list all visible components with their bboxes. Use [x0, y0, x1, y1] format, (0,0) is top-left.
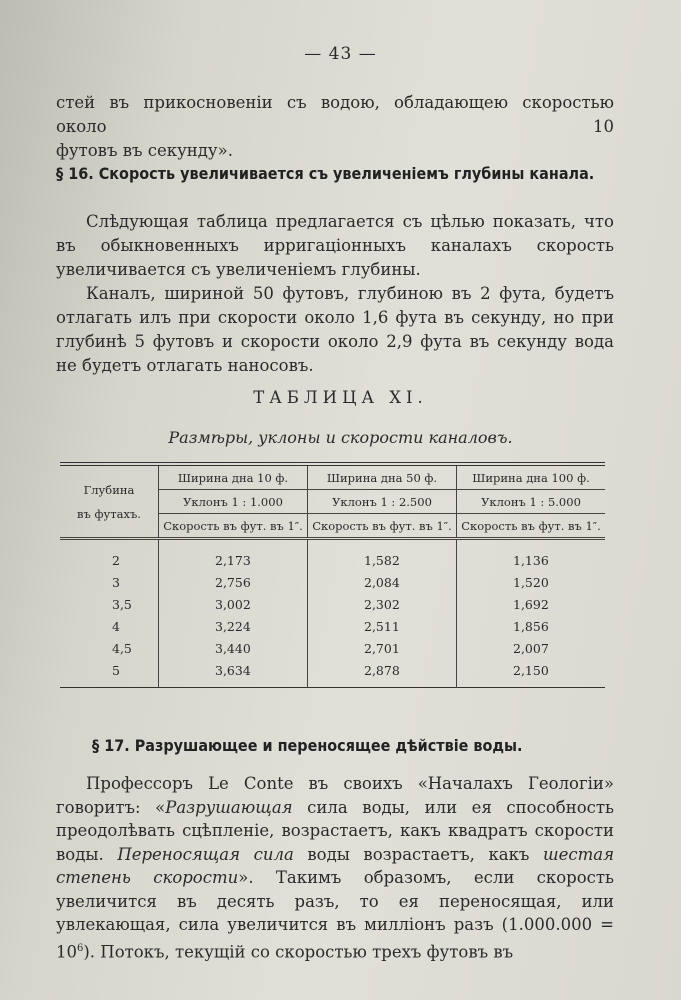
speed-cell: 1,856	[457, 615, 606, 637]
paragraph-canal-example: Каналъ, шириной 50 футовъ, глубиною въ 2 фута, будетъ отлагать илъ при скорости около 1,6 фута въ секунду, но при глубинѣ 5 футовъ и скорости около 2,9 фута въ секунду вода не будетъ отлагать наносовъ.	[56, 284, 614, 375]
table-row	[60, 615, 605, 637]
depth-header-line: въ футахъ.	[77, 506, 141, 521]
speed-header: Скорость въ фут. въ 1″.	[159, 514, 308, 539]
page-number: — 43 —	[304, 44, 377, 64]
paragraph-continuation	[56, 91, 614, 163]
depth-cell: 4,5	[112, 640, 132, 656]
speed-cell: 3,224	[159, 615, 308, 637]
table-subtitle: Размѣры, уклоны и скорости каналовъ.	[168, 428, 513, 447]
speed-cell: 1,692	[457, 593, 606, 615]
speed-cell: 2,150	[457, 659, 606, 681]
speed-cell: 3,634	[159, 659, 308, 681]
depth-cell: 5	[112, 662, 120, 678]
slope-header: Уклонъ 1 : 1.000	[159, 490, 308, 514]
table-title: ТАБЛИЦА XI.	[253, 388, 428, 407]
slope-header: Уклонъ 1 : 5.000	[457, 490, 606, 514]
text-run: Профессоръ Le Conte въ своихъ «Началахъ Геологiи» говоритъ: «	[56, 774, 614, 817]
depth-cell: 2	[112, 552, 120, 568]
depth-header-line: Глубина	[83, 482, 135, 497]
table-row	[60, 659, 605, 681]
width-header: Ширина дна 50 ф.	[308, 464, 457, 490]
speed-cell: 1,520	[457, 571, 606, 593]
speed-header: Скорость въ фут. въ 1″.	[457, 514, 606, 539]
text-run: воды возрастаетъ, какъ	[293, 844, 543, 864]
speed-cell: 3,440	[159, 637, 308, 659]
speed-cell: 2,302	[308, 593, 457, 615]
speed-cell: 2,878	[308, 659, 457, 681]
depth-header	[60, 464, 159, 539]
speed-cell: 2,084	[308, 571, 457, 593]
speed-cell: 2,173	[159, 549, 308, 571]
italic-text: Переносящая сила	[117, 844, 294, 864]
paragraph-table-intro: Слѣдующая таблица предлагается съ цѣлью показать, что въ обыкновенныхъ ирригацiонныхъ каналахъ скорость увеличивается съ увеличенiемъ глубины.	[56, 212, 614, 279]
speed-cell: 1,136	[457, 549, 606, 571]
speed-cell: 3,002	[159, 593, 308, 615]
table-row	[60, 637, 605, 659]
table-row	[60, 593, 605, 615]
section-17-heading: § 17. Разрушающее и переносящее дѣйствiе воды.	[92, 736, 523, 755]
text-line: стей въ прикосновенiи съ водою, обладающею скоростью около 10	[56, 93, 614, 136]
speed-cell: 2,007	[457, 637, 606, 659]
table-row	[60, 549, 605, 571]
text-run: ). Потокъ, текущiй со скоростью трехъ футовъ въ	[83, 942, 514, 961]
depth-cell: 3	[112, 574, 120, 590]
text-run: ». Такимъ образомъ, если скорость увеличится въ десять разъ, то ея переносящая, или увлекающая, сила увеличится въ миллiонъ разъ (1.000.000 = 10	[56, 868, 614, 961]
italic-text: шестая степень скорости	[56, 844, 614, 887]
paragraph-le-conte	[56, 772, 614, 964]
canal-table	[60, 462, 605, 688]
text-line: футовъ въ секунду».	[56, 141, 233, 160]
width-header: Ширина дна 100 ф.	[457, 464, 606, 490]
italic-text: Разрушающая	[165, 797, 293, 817]
speed-header: Скорость въ фут. въ 1″.	[308, 514, 457, 539]
depth-cell: 4	[112, 618, 120, 634]
superscript: 6	[77, 942, 84, 954]
speed-cell: 2,511	[308, 615, 457, 637]
depth-cell: 3,5	[112, 596, 132, 612]
speed-cell: 2,756	[159, 571, 308, 593]
section-16-heading: § 16. Скорость увеличивается съ увеличенiемъ глубины канала.	[56, 164, 595, 183]
speed-cell: 2,701	[308, 637, 457, 659]
width-header: Ширина дна 10 ф.	[159, 464, 308, 490]
text-run: сила воды, или ея способность преодолѣвать сцѣпленiе, возрастаетъ, какъ квадратъ скорости воды.	[56, 797, 615, 864]
slope-header: Уклонъ 1 : 2.500	[308, 490, 457, 514]
speed-cell: 1,582	[308, 549, 457, 571]
table-row	[60, 571, 605, 593]
